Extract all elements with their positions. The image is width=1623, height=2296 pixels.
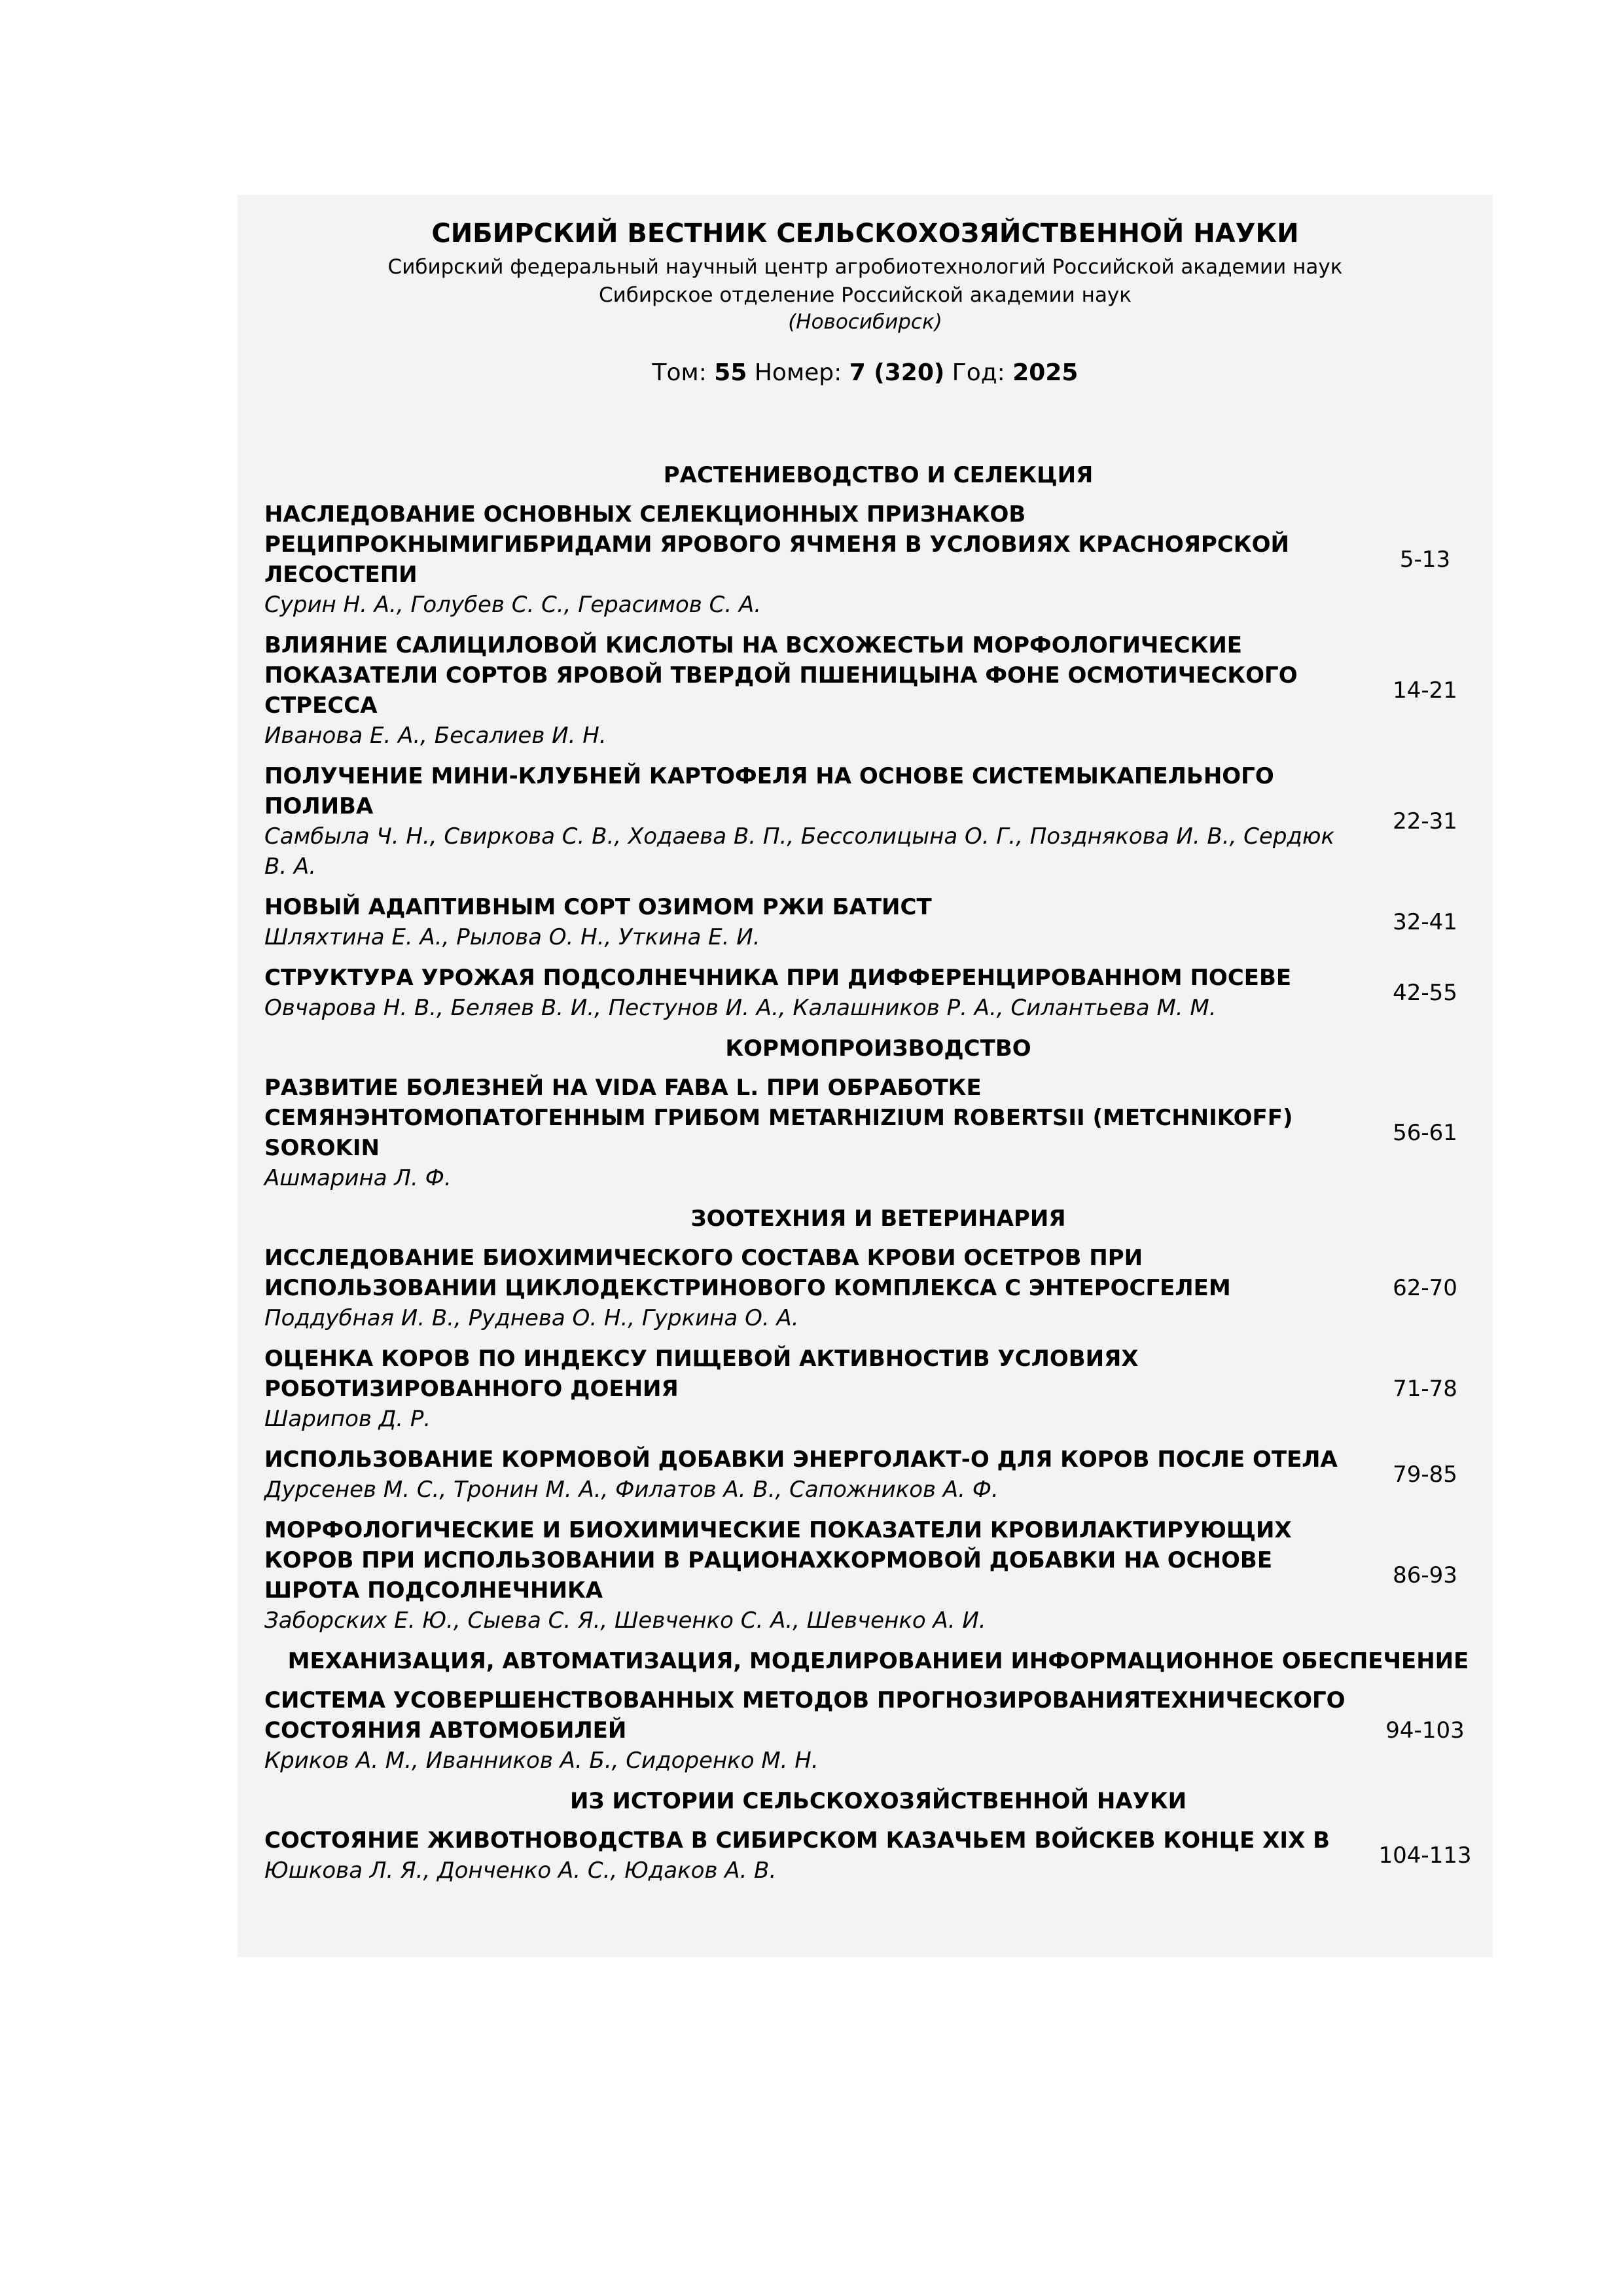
article-authors: Ашмарина Л. Ф. bbox=[264, 1165, 452, 1191]
article-authors: Шарипов Д. Р. bbox=[264, 1406, 431, 1432]
article-title[interactable]: СИСТЕМА УСОВЕРШЕНСТВОВАННЫХ МЕТОДОВ ПРОГНОЗИРОВАНИЯТЕХНИЧЕСКОГО СОСТОЯНИЯ АВТОМОБИЛЕЙ bbox=[264, 1687, 1346, 1744]
article-authors: Сурин Н. А., Голубев С. С., Герасимов С. А. bbox=[264, 592, 762, 618]
entry-text bbox=[264, 1344, 1357, 1434]
toc-panel bbox=[238, 195, 1493, 1957]
entry-text bbox=[264, 630, 1357, 751]
entry-text bbox=[264, 1685, 1357, 1776]
article-authors: Заборских Е. Ю., Сыева С. Я., Шевченко С. А., Шевченко А. И. bbox=[264, 1607, 986, 1634]
article-authors: Криков А. М., Иванников А. Б., Сидоренко М. Н. bbox=[264, 1748, 819, 1774]
year-label: Год: bbox=[952, 359, 1005, 386]
article-pages: 104-113 bbox=[1378, 1842, 1472, 1869]
article-pages: 94-103 bbox=[1385, 1717, 1465, 1744]
article-authors: Юшкова Л. Я., Донченко А. С., Юдаков А. В. bbox=[264, 1857, 777, 1884]
article-pages: 22-31 bbox=[1393, 808, 1457, 834]
section-title: ЗООТЕХНИЯ И ВЕТЕРИНАРИЯ bbox=[690, 1206, 1066, 1232]
article-pages: 71-78 bbox=[1393, 1376, 1457, 1402]
section-title: КОРМОПРОИЗВОДСТВО bbox=[725, 1035, 1031, 1062]
entry-text bbox=[264, 1073, 1357, 1193]
section-title: ИЗ ИСТОРИИ СЕЛЬСКОХОЗЯЙСТВЕННОЙ НАУКИ bbox=[569, 1788, 1187, 1814]
article-pages: 14-21 bbox=[1393, 677, 1457, 704]
issue-info bbox=[238, 359, 1493, 386]
year-value: 2025 bbox=[1012, 359, 1079, 386]
section-title: МЕХАНИЗАЦИЯ, АВТОМАТИЗАЦИЯ, МОДЕЛИРОВАНИЕИ ИНФОРМАЦИОННОЕ ОБЕСПЕЧЕНИЕ bbox=[287, 1648, 1469, 1674]
entry-text bbox=[264, 1444, 1357, 1505]
organization-name: Сибирский федеральный научный центр агробиотехнологий Российской академии наук bbox=[387, 255, 1343, 279]
article-title[interactable]: ВЛИЯНИЕ САЛИЦИЛОВОЙ КИСЛОТЫ НА ВСХОЖЕСТЬИ МОРФОЛОГИЧЕСКИЕ ПОКАЗАТЕЛИ СОРТОВ ЯРОВОЙ ТВЕРДОЙ ПШЕНИЦЫНА ФОНЕ ОСМОТИЧЕСКОГО СТРЕССА bbox=[264, 632, 1298, 719]
toc-entry[interactable] bbox=[238, 1515, 1493, 1636]
article-title[interactable]: ПОЛУЧЕНИЕ МИНИ-КЛУБНЕЙ КАРТОФЕЛЯ НА ОСНОВЕ СИСТЕМЫКАПЕЛЬНОГО ПОЛИВА bbox=[264, 763, 1274, 819]
toc-entry[interactable] bbox=[238, 963, 1493, 1023]
toc-entry[interactable] bbox=[238, 1825, 1493, 1886]
article-authors: Иванова Е. А., Бесалиев И. Н. bbox=[264, 723, 607, 749]
article-authors: Поддубная И. В., Руднева О. Н., Гуркина О. А. bbox=[264, 1305, 799, 1331]
entry-text bbox=[264, 1515, 1357, 1636]
entry-text bbox=[264, 963, 1357, 1023]
article-title[interactable]: РАЗВИТИЕ БОЛЕЗНЕЙ НА VIDA FABA L. ПРИ ОБРАБОТКЕ СЕМЯНЭНТОМОПАТОГЕННЫМ ГРИБОМ METARHIZIUM ROBERTSII (METCHNIKOFF) SOROKIN bbox=[264, 1075, 1293, 1161]
entry-text bbox=[264, 1825, 1357, 1886]
article-title[interactable]: ОЦЕНКА КОРОВ ПО ИНДЕКСУ ПИЩЕВОЙ АКТИВНОСТИВ УСЛОВИЯХ РОБОТИЗИРОВАННОГО ДОЕНИЯ bbox=[264, 1346, 1139, 1402]
article-title[interactable]: ИССЛЕДОВАНИЕ БИОХИМИЧЕСКОГО СОСТАВА КРОВИ ОСЕТРОВ ПРИ ИСПОЛЬЗОВАНИИ ЦИКЛОДЕКСТРИНОВОГО КОМПЛЕКСА С ЭНТЕРОСГЕЛЕМ bbox=[264, 1245, 1231, 1301]
toc-entry[interactable] bbox=[238, 1073, 1493, 1193]
journal-title: СИБИРСКИЙ ВЕСТНИК СЕЛЬСКОХОЗЯЙСТВЕННОЙ НАУКИ bbox=[431, 219, 1299, 249]
entry-text bbox=[264, 499, 1357, 620]
article-title[interactable]: ИСПОЛЬЗОВАНИЕ КОРМОВОЙ ДОБАВКИ ЭНЕРГОЛАКТ-О ДЛЯ КОРОВ ПОСЛЕ ОТЕЛА bbox=[264, 1446, 1338, 1473]
entry-text bbox=[264, 1243, 1357, 1333]
toc-entry[interactable] bbox=[238, 892, 1493, 952]
article-authors: Овчарова Н. В., Беляев В. И., Пестунов И. А., Калашников Р. А., Силантьева М. М. bbox=[264, 995, 1217, 1021]
article-authors: Самбыла Ч. Н., Свиркова С. В., Ходаева В. П., Бессолицына О. Г., Позднякова И. В., Сердюк В. А. bbox=[264, 823, 1335, 880]
article-authors: Дурсенев М. С., Тронин М. А., Филатов А. В., Сапожников А. Ф. bbox=[264, 1477, 999, 1503]
volume-value: 55 bbox=[714, 359, 747, 386]
toc-entry[interactable] bbox=[238, 499, 1493, 620]
article-title[interactable]: НОВЫЙ АДАПТИВНЫМ СОРТ ОЗИМОМ РЖИ БАТИСТ bbox=[264, 894, 932, 920]
article-pages: 5-13 bbox=[1399, 547, 1451, 573]
toc-entry[interactable] bbox=[238, 761, 1493, 882]
article-pages: 79-85 bbox=[1393, 1462, 1457, 1488]
entry-text bbox=[264, 892, 1357, 952]
toc-entry[interactable] bbox=[238, 1444, 1493, 1505]
volume-label: Том: bbox=[652, 359, 707, 386]
article-pages: 32-41 bbox=[1393, 909, 1457, 935]
article-pages: 42-55 bbox=[1393, 980, 1457, 1006]
number-label: Номер: bbox=[754, 359, 842, 386]
article-title[interactable]: СТРУКТУРА УРОЖАЯ ПОДСОЛНЕЧНИКА ПРИ ДИФФЕРЕНЦИРОВАННОМ ПОСЕВЕ bbox=[264, 965, 1292, 991]
article-pages: 62-70 bbox=[1393, 1275, 1457, 1301]
toc-entry[interactable] bbox=[238, 630, 1493, 751]
number-value: 7 (320) bbox=[849, 359, 945, 386]
toc-entry[interactable] bbox=[238, 1243, 1493, 1333]
toc-entry[interactable] bbox=[238, 1344, 1493, 1434]
article-authors: Шляхтина Е. А., Рылова О. Н., Уткина Е. И. bbox=[264, 924, 760, 950]
article-title[interactable]: МОРФОЛОГИЧЕСКИЕ И БИОХИМИЧЕСКИЕ ПОКАЗАТЕЛИ КРОВИЛАКТИРУЮЩИХ КОРОВ ПРИ ИСПОЛЬЗОВАНИИ В РАЦИОНАХКОРМОВОЙ ДОБАВКИ НА ОСНОВЕ ШРОТА ПОДСОЛНЕЧНИКА bbox=[264, 1517, 1292, 1604]
article-pages: 86-93 bbox=[1393, 1562, 1457, 1588]
organization-branch: Сибирское отделение Российской академии наук bbox=[598, 283, 1132, 307]
section-title: РАСТЕНИЕВОДСТВО И СЕЛЕКЦИЯ bbox=[663, 462, 1094, 488]
article-title[interactable]: НАСЛЕДОВАНИЕ ОСНОВНЫХ СЕЛЕКЦИОННЫХ ПРИЗНАКОВ РЕЦИПРОКНЫМИГИБРИДАМИ ЯРОВОГО ЯЧМЕНЯ В УСЛОВИЯХ КРАСНОЯРСКОЙ ЛЕСОСТЕПИ bbox=[264, 501, 1289, 588]
toc-entry[interactable] bbox=[238, 1685, 1493, 1776]
table-of-contents bbox=[238, 460, 1493, 1896]
journal-city: (Новосибирск) bbox=[788, 310, 942, 334]
article-pages: 56-61 bbox=[1393, 1120, 1457, 1146]
article-title[interactable]: СОСТОЯНИЕ ЖИВОТНОВОДСТВА В СИБИРСКОМ КАЗАЧЬЕМ ВОЙСКЕВ КОНЦЕ XIX В bbox=[264, 1827, 1330, 1854]
entry-text bbox=[264, 761, 1357, 882]
